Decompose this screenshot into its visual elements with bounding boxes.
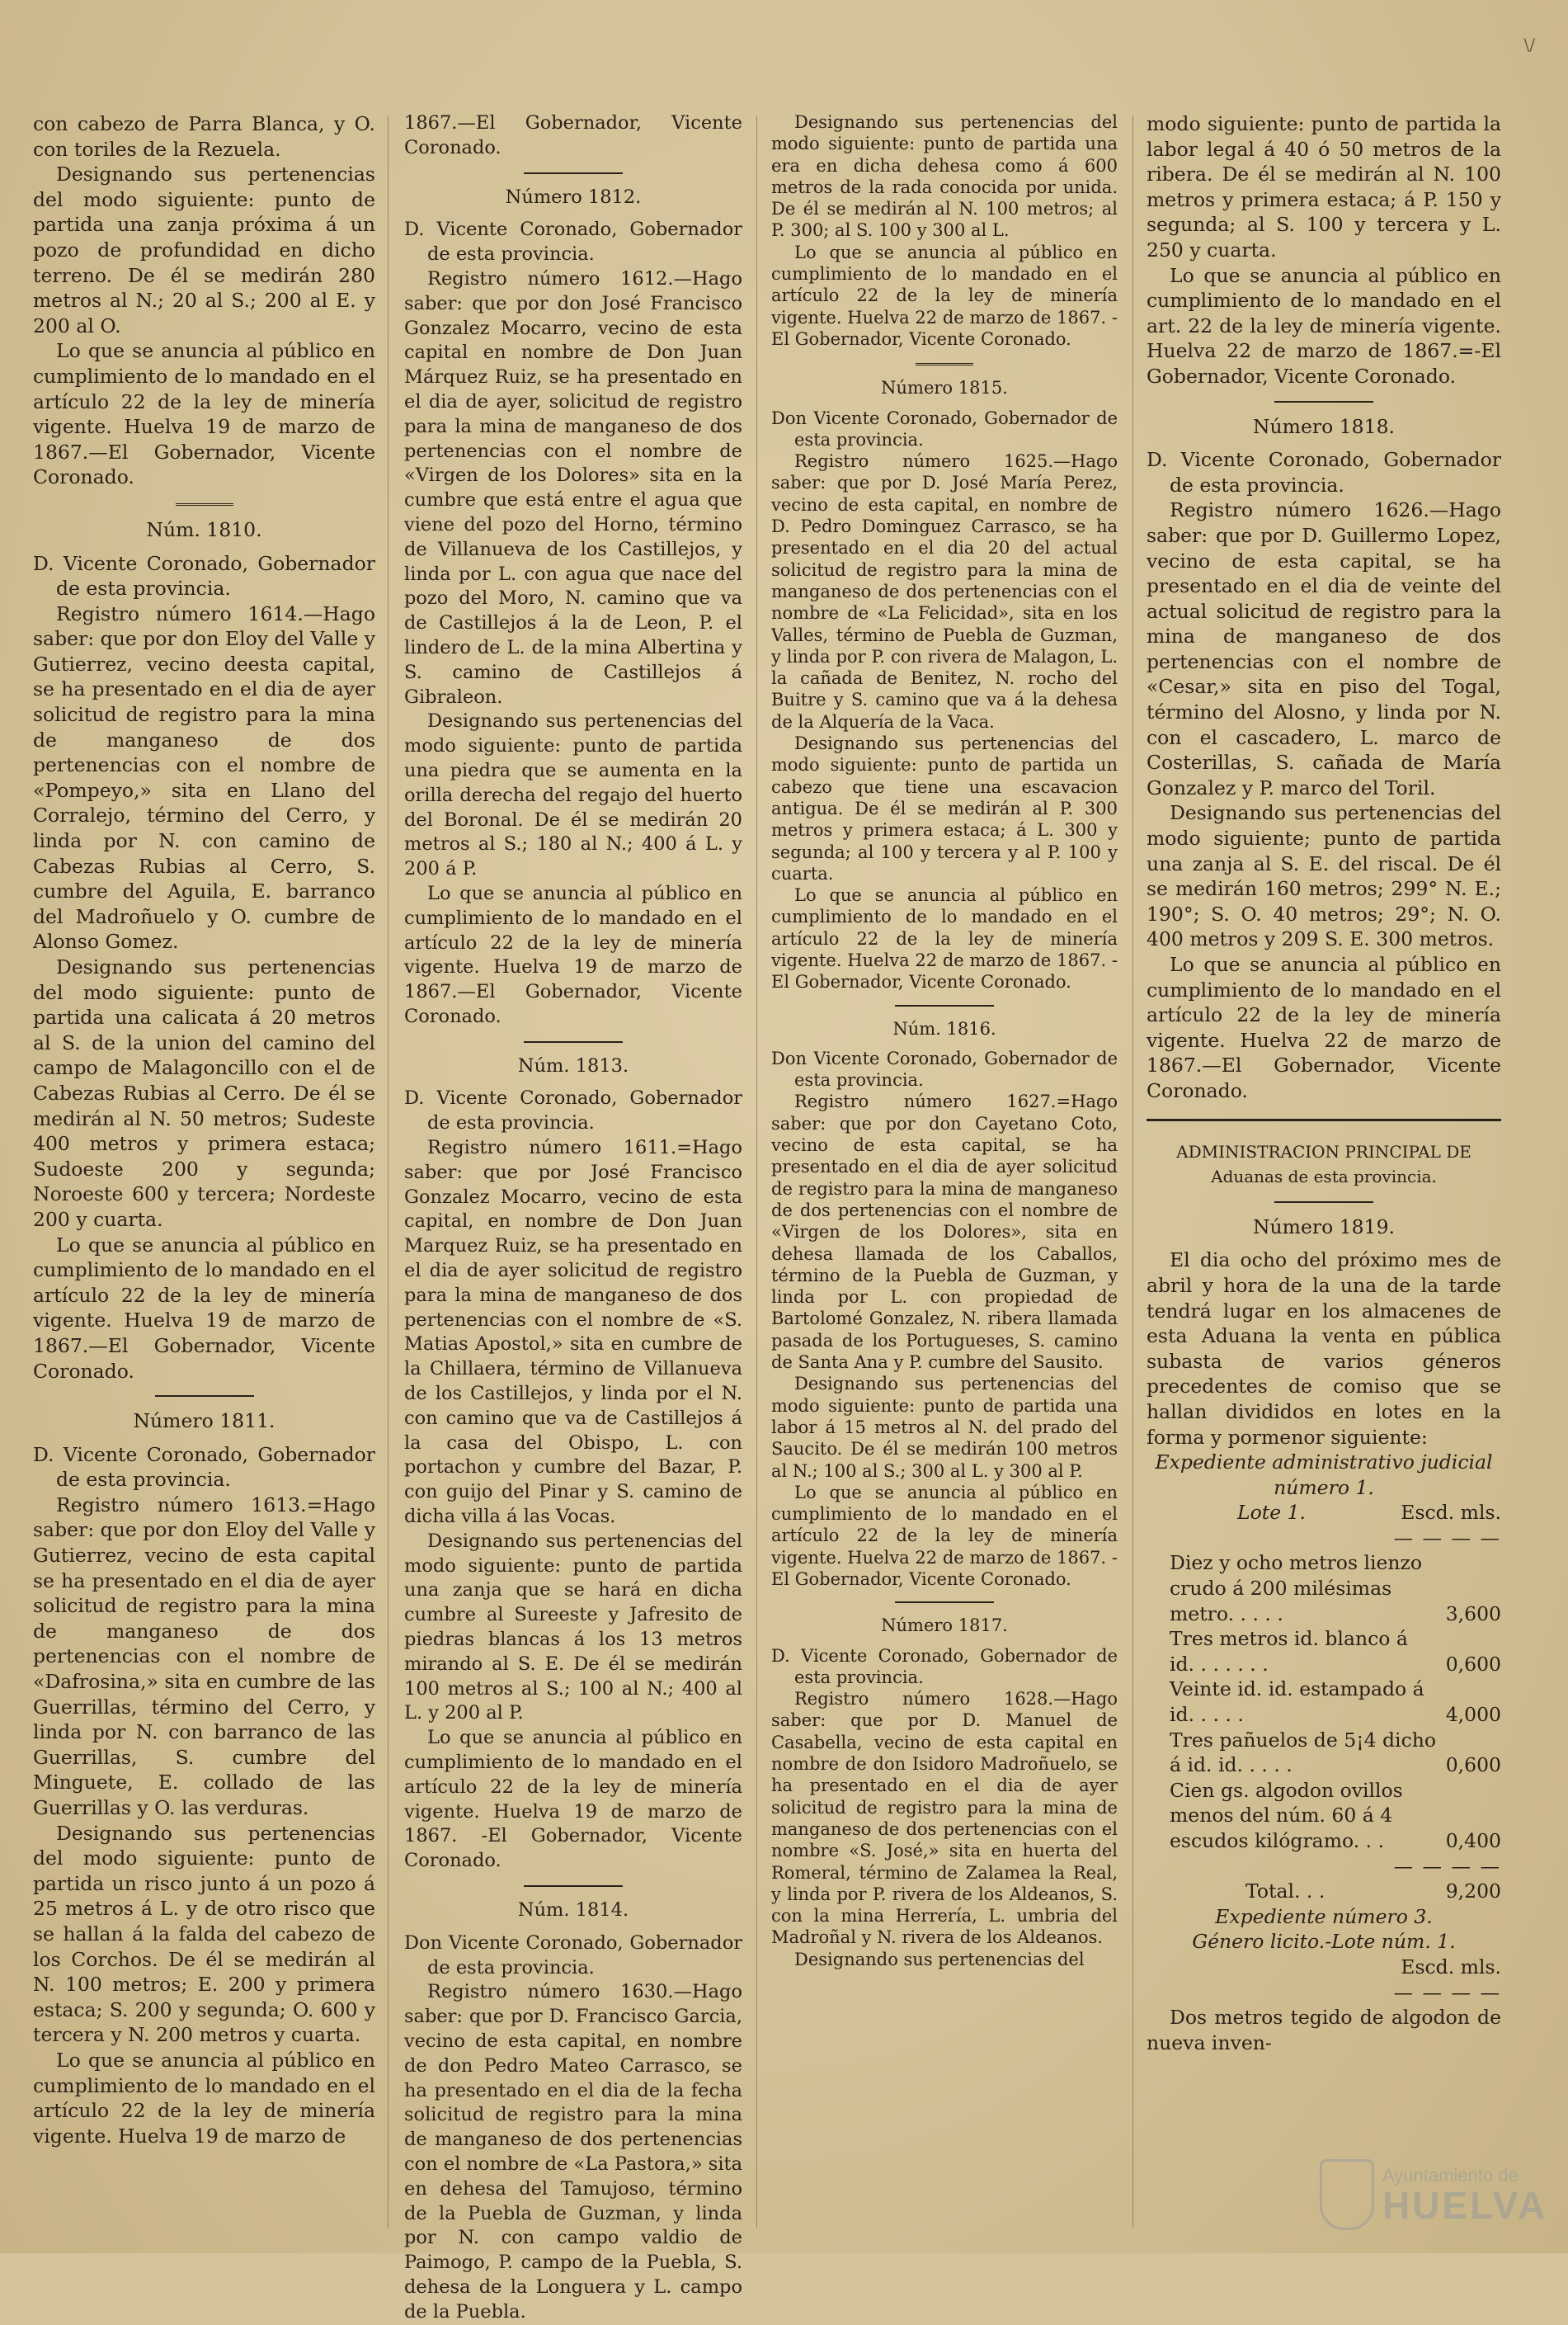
notice-heading: Número 1819.: [1252, 1214, 1396, 1238]
page-number: \/: [1523, 35, 1535, 54]
lot-item-row: [1147, 1677, 1501, 1727]
separator: [524, 172, 623, 174]
lot-item-description: Veinte id. id. estampado á id. . . . .: [1170, 1677, 1424, 1727]
notice-heading: Núm. 1810.: [146, 517, 262, 541]
notice-text: Lo que se anuncia al público en cumplimiento de lo mandado en el artículo 22 de la ley de minería vigente. Huelva 19 de marzo de: [33, 2048, 375, 2148]
column-rule: [756, 116, 757, 2228]
notice-text: Lo que se anuncia al público en cumplimiento de lo mandado en el artículo 22 de la ley de minería vigente. Huelva 19 de marzo de 1867.—El Gobernador, Vicente Coronado.: [404, 882, 742, 1027]
total-row: [1147, 1879, 1501, 1904]
notice-issuer: Don Vicente Coronado, Gobernador de esta provincia.: [771, 1048, 1118, 1091]
notice-text: 1867.—El Gobernador, Vicente Coronado.: [404, 112, 742, 158]
notice-text: Designando sus pertenencias del modo siguiente: punto de partida una labor á 15 metros al N. del prado del Saucito. De él se medirán 100 metros al N.; 100 al S.; 300 al L. y 300 al P.: [771, 1374, 1118, 1481]
lot-item-row: [1147, 1778, 1501, 1854]
notice-text: Designando sus pertenencias del modo siguiente: punto de partida una zanja próxima á un pozo de profundidad en dicho terreno. De él se medirán 280 metros al N.; 20 al S.; 200 al E. y 200 al O.: [33, 163, 375, 337]
notice-heading: Número 1817.: [881, 1615, 1008, 1636]
notice-text: Registro número 1612.—Hago saber: que por don José Francisco Gonzalez Mocarro, vecino de esta capital en nombre de Don Juan Márquez Ruiz, se ha presentado en el dia de ayer, solicitud de registro para la mina de manganeso de dos pertenencias con el nombre de «Virgen de los Dolores» sita en la cumbre que está entre el agua que viene del pozo del Horno, término de Villanueva de los Castillejos, y linda por L. con agua que nace del pozo del Moro, N. camino que va de Castillejos á la de Leon, P. el lindero de L. de la mina Albertina y S. camino de Castillejos á Gibraleon.: [404, 267, 742, 708]
lot-item-amount: 3,600: [1445, 1601, 1501, 1625]
lot-items: [1147, 1550, 1501, 1853]
section-title: ADMINISTRACION PRINCIPAL DE: [1176, 1141, 1471, 1162]
notice-heading: Número 1811.: [133, 1409, 275, 1433]
notice-issuer: D. Vicente Coronado, Gobernador de esta provincia.: [1147, 448, 1501, 497]
notice-heading: Número 1812.: [505, 186, 642, 208]
watermark-line1: Ayuntamiento de: [1382, 2165, 1519, 2186]
notice-text: Designando sus pertenencias del: [794, 1949, 1085, 1969]
separator: [155, 1395, 254, 1397]
notice-issuer: D. Vicente Coronado, Gobernador de esta provincia.: [404, 1087, 742, 1134]
notice-text: Dos metros tegido de algodon de nueva inven-: [1147, 2006, 1501, 2054]
notice-text: Designando sus pertenencias del modo siguiente: punto de partida un risco junto á un pozo á 25 metros á L. y de otro risco que se hallan á la falda del cabezo de los Corchos. De él se medirán al N. 100 metros; E. 200 y primera estaca; S. 200 y segunda; O. 600 y tercera y N. 200 metros y cuarta.: [33, 1821, 375, 2047]
notice-text: Lo que se anuncia al público en cumplimiento de lo mandado en el artículo 22 de la ley de minería vigente. Huelva 22 de marzo de 1867. -El Gobernador, Vicente Coronado.: [771, 242, 1118, 349]
lot-item-amount: 0,600: [1445, 1652, 1501, 1676]
column-4: [1147, 111, 1501, 2055]
notice-issuer: D. Vicente Coronado, Gobernador de esta provincia.: [404, 219, 742, 266]
notice-heading: Núm. 1814.: [517, 1898, 629, 1921]
notice-text: Designando sus pertenencias del modo siguiente: punto de partida un cabezo que tiene una escavacion antigua. De él se medirán al P. 300 metros y primera estaca; á L. 300 y segunda; al 100 y tercera y al P. 100 y cuarta.: [771, 733, 1118, 884]
notice-text: Registro número 1611.=Hago saber: que por José Francisco Gonzalez Mocarro, vecino de esta capital, en nombre de Don Juan Marquez Ruiz, se ha presentado en el dia de ayer solicitud de registro para la mina de manganeso de dos pertenencias con el nombre de «S. Matias Apostol,» sita en cumbre de la Chillaera, término de Villanueva de los Castillejos, y linda por el N. con camino que va de Castillejos á la casa del Obispo, L. con portachon y cumbre del Bazar, P. con guijo del Pinar y S. camino de dicha villa á las Vocas.: [404, 1137, 742, 1528]
notice-text: Registro número 1626.—Hago saber: que por D. Guillermo Lopez, vecino de esta capital, se ha presentado en el dia de veinte del actual solicitud de registro para la mina de manganeso de dos pertenencias con el nombre de «Cesar,» sita en piso del Togal, término del Alosno, y linda por N. con el cascadero, L. marco de Costerillas, S. cañada de María Gonzalez y P. marco del Toril.: [1147, 498, 1501, 799]
notice-text: Registro número 1628.—Hago saber: que por D. Manuel de Casabella, vecino de esta capital en nombre de don Isidoro Madroñuelo, se ha presentado en el dia de ayer solicitud de registro para la mina de manganeso de dos pertenencias con el nombre «S. José,» sita en huerta del Romeral, término de Zalamea la Real, y linda por P. rivera de los Aldeanos, S. con la mina Herrería, L. umbria del Madroñal y N. rivera de los Aldeanos.: [771, 1689, 1118, 1948]
column-rule: [1132, 116, 1133, 2228]
total-label: Total. . .: [1245, 1879, 1326, 1903]
notice-heading: Núm. 1816.: [892, 1018, 996, 1039]
separator: [176, 503, 233, 506]
lot-item-description: Tres metros id. blanco á id. . . . . . .: [1170, 1627, 1408, 1676]
column-2: [404, 111, 742, 2325]
notice-text: Registro número 1613.=Hago saber: que por don Eloy del Valle y Gutierrez, vecino de esta capital se ha presentado en el dia de ayer solicitud de registro para la mina de manganeso de dos pertenencias con el nombre de «Dafrosina,» sita en cumbre de las Guerrillas, término del Cerro, y linda por N. con barranco de las Guerrillas, S. cumbre del Minguete, E. collado de las Guerrillas y O. las verduras.: [33, 1493, 375, 1819]
notice-issuer: D. Vicente Coronado, Gobernador de esta provincia.: [33, 551, 375, 601]
notice-issuer: D. Vicente Coronado, Gobernador de esta provincia.: [33, 1442, 375, 1492]
notice-text: Designando sus pertenencias del modo siguiente: punto de partida una era en dicha dehesa como á 600 metros de la rada conocida por unida. De él se medirán al N. 100 metros; al P. 300; al S. 100 y 300 al L.: [771, 112, 1118, 241]
watermark-logo: [1320, 2153, 1559, 2236]
dash-rule: — — — —: [1393, 1980, 1501, 2004]
lot-header: [1147, 1500, 1501, 1526]
notice-text: Designando sus pertenencias del modo siguiente: punto de partida una zanja que se hará en dicha cumbre al Sureeste y Jafresito de piedras blancas á los 13 metros mirando al S. E. De él se medirán 100 metros al S.; 100 al N.; 400 al L. y 200 al P.: [404, 1530, 742, 1724]
lot-item-amount: 4,000: [1445, 1703, 1501, 1727]
notice-text: Registro número 1630.—Hago saber: que por D. Francisco Garcia, vecino de esta capital, en nombre de don Pedro Mateo Carrasco, se ha presentado en el dia de la fecha solicitud de registro para la mina de manganeso de dos pertenencias con el nombre de «La Pastora,» sita en dehesa del Tamujoso, término de la Puebla de Guzman, y linda por N. con campo valdio de Paimogo, P. campo de la Puebla, S. dehesa de la Longuera y L. campo de la Puebla.: [404, 1981, 742, 2323]
expediente-label: Expediente número 3.: [1215, 1904, 1433, 1928]
lot-item-row: [1147, 1550, 1501, 1626]
separator: [916, 363, 973, 365]
notice-text: con cabezo de Parra Blanca, y O. con toriles de la Rezuela.: [33, 112, 375, 161]
city-seal-icon: [1320, 2159, 1374, 2230]
lot-label: Lote 1.: [1237, 1501, 1306, 1525]
notice-text: Designando sus pertenencias del modo siguiente; punto de partida una zanja al S. E. del riscal. De él se medirán 160 metros; 299° N. E.; 190°; S. O. 40 metros; 29°; N. O. 400 metros y 209 S. E. 300 metros.: [1147, 801, 1501, 951]
column-1: [33, 111, 375, 2148]
notice-text: Lo que se anuncia al público en cumplimiento de lo mandado en el art. 22 de la ley de minería vigente. Huelva 22 de marzo de 1867.=-El Gobernador, Vicente Coronado.: [1147, 263, 1501, 388]
notice-heading: Número 1818.: [1252, 414, 1396, 438]
notice-text: modo siguiente: punto de partida la labor legal á 40 ó 50 metros de la ribera. De él se medirán al N. 100 metros y primera estaca; á P. 150 y segunda; al S. 100 y tercera y L. 250 y cuarta.: [1147, 112, 1501, 262]
notice-text: Designando sus pertenencias del modo siguiente: punto de partida una calicata á 20 metros al S. de la union del camino del campo de Malagoncillo con el de Cabezas Rubias al Cerro. De él se medirán al N. 50 metros; Sudeste 400 metros y primera estaca; Sudoeste 200 y segunda; Noroeste 600 y tercera; Nordeste 200 y cuarta.: [33, 955, 375, 1231]
lot-item-description: Diez y ocho metros lienzo crudo á 200 milésimas metro. . . . .: [1170, 1551, 1423, 1625]
notice-text: Designando sus pertenencias del modo siguiente: punto de partida una piedra que se aumenta en la orilla derecha del regajo del huerto del Boronal. De él se medirán 20 metros al S.; 180 al N.; 400 á L. y 200 á P.: [404, 710, 742, 880]
lot-item-amount: 0,400: [1445, 1829, 1501, 1852]
lot-item-amount: 0,600: [1445, 1753, 1501, 1777]
dash-rule: — — — —: [1393, 1526, 1501, 1549]
lot-item-row: [1147, 1728, 1501, 1778]
column-3: [771, 111, 1118, 1970]
separator: [895, 1601, 994, 1603]
expediente-label: Expediente administrativo judicial número 1.: [1155, 1450, 1493, 1499]
lot-item-description: Tres pañuelos de 5¡4 dicho á id. id. . . . .: [1170, 1728, 1437, 1777]
separator: [895, 1005, 994, 1007]
separator: [1274, 1201, 1373, 1203]
notice-text: Registro número 1625.—Hago saber: que por D. José María Perez, vecino de esta capital, en nombre de D. Pedro Dominguez Carrasco, se ha presentado en el dia 20 del actual solicitud de registro para la mina de manganeso de dos pertenencias con el nombre de «La Felicidad», sita en los Valles, término de Puebla de Guzman, y linda por P. con rivera de Malagon, L. la cañada de Benitez, N. rocho del Buitre y S. camino que va á la dehesa de la Alquería de la Vaca.: [771, 451, 1118, 732]
total-amount: 9,200: [1445, 1879, 1501, 1903]
notice-text: Lo que se anuncia al público en cumplimiento de lo mandado en el artículo 22 de la ley de minería vigente. Huelva 22 de marzo de 1867. -El Gobernador, Vicente Coronado.: [771, 885, 1118, 993]
notice-heading: Núm. 1813.: [517, 1054, 629, 1077]
lot-item-row: [1147, 1626, 1501, 1677]
notice-text: Registro número 1614.—Hago saber: que por don Eloy del Valle y Gutierrez, vecino deesta capital, se ha presentado en el dia de ayer solicitud de registro para la mina de manganeso de dos pertenencias con el nombre de «Pompeyo,» sita en Llano del Corralejo, término del Cerro, y linda por N. con camino de Cabezas Rubias al Cerro, S. cumbre del Aguila, E. barranco del Madroñuelo y O. cumbre de Alonso Gomez.: [33, 601, 375, 954]
notice-issuer: D. Vicente Coronado, Gobernador de esta provincia.: [771, 1645, 1118, 1687]
separator: [1274, 401, 1373, 403]
dash-rule: — — — —: [1393, 1854, 1501, 1878]
notice-text: Lo que se anuncia al público en cumplimiento de lo mandado en el artículo 22 de la ley de minería vigente. Huelva 22 de marzo de 1867.—El Gobernador, Vicente Coronado.: [1147, 953, 1501, 1102]
notice-issuer: Don Vicente Coronado, Gobernador de esta provincia.: [404, 1931, 742, 1978]
genero-label: Género licito.-Lote núm. 1.: [1192, 1930, 1456, 1954]
section-subtitle: Aduanas de esta provincia.: [1211, 1167, 1437, 1187]
separator: [524, 1041, 623, 1043]
notice-text: Lo que se anuncia al público en cumplimiento de lo mandado en el artículo 22 de la ley de minería vigente. Huelva 22 de marzo de 1867. -El Gobernador, Vicente Coronado.: [771, 1482, 1118, 1589]
watermark-line2: HUELVA: [1382, 2184, 1548, 2227]
notice-text: Lo que se anuncia al público en cumplimiento de lo mandado en el artículo 22 de la ley de minería vigente. Huelva 19 de marzo de 1867. -El Gobernador, Vicente Coronado.: [404, 1727, 742, 1872]
currency-header: Escd. mls.: [1401, 1955, 1501, 1978]
section-rule: [1147, 1119, 1501, 1121]
notice-text: Registro número 1627.=Hago saber: que por don Cayetano Coto, vecino de esta capital, se ha presentado en el dia de ayer solicitud de registro para la mina de manganeso de dos pertenencias con el nombre de «Virgen de los Dolores», sita en dehesa llamada de los Caballos, término de la Puebla de Guzman, y linda por L. con propiedad de Bartolomé Gonzalez, N. ribera llamada pasada de los Portugueses, S. camino de Santa Ana y P. cumbre del Sausito.: [771, 1092, 1118, 1373]
notice-issuer: Don Vicente Coronado, Gobernador de esta provincia.: [771, 408, 1118, 450]
separator: [524, 1885, 623, 1887]
lot-item-description: Cien gs. algodon ovillos menos del núm. 60 á 4 escudos kilógramo. . .: [1170, 1778, 1403, 1852]
currency-header: Escd. mls.: [1401, 1501, 1501, 1525]
notice-text: El dia ocho del próximo mes de abril y hora de la una de la tarde tendrá lugar en los almacenes de esta Aduana la venta en pública subasta de varios géneros precedentes de comiso que se hallan divididos en lotes en la forma y pormenor siguiente:: [1147, 1248, 1501, 1449]
notice-heading: Número 1815.: [881, 378, 1008, 399]
notice-text: Lo que se anuncia al público en cumplimiento de lo mandado en el artículo 22 de la ley de minería vigente. Huelva 19 de marzo de 1867.—El Gobernador, Vicente Coronado.: [33, 339, 375, 489]
notice-text: Lo que se anuncia al público en cumplimiento de lo mandado en el artículo 22 de la ley de minería vigente. Huelva 19 de marzo de 1867.—El Gobernador, Vicente Coronado.: [33, 1233, 375, 1383]
